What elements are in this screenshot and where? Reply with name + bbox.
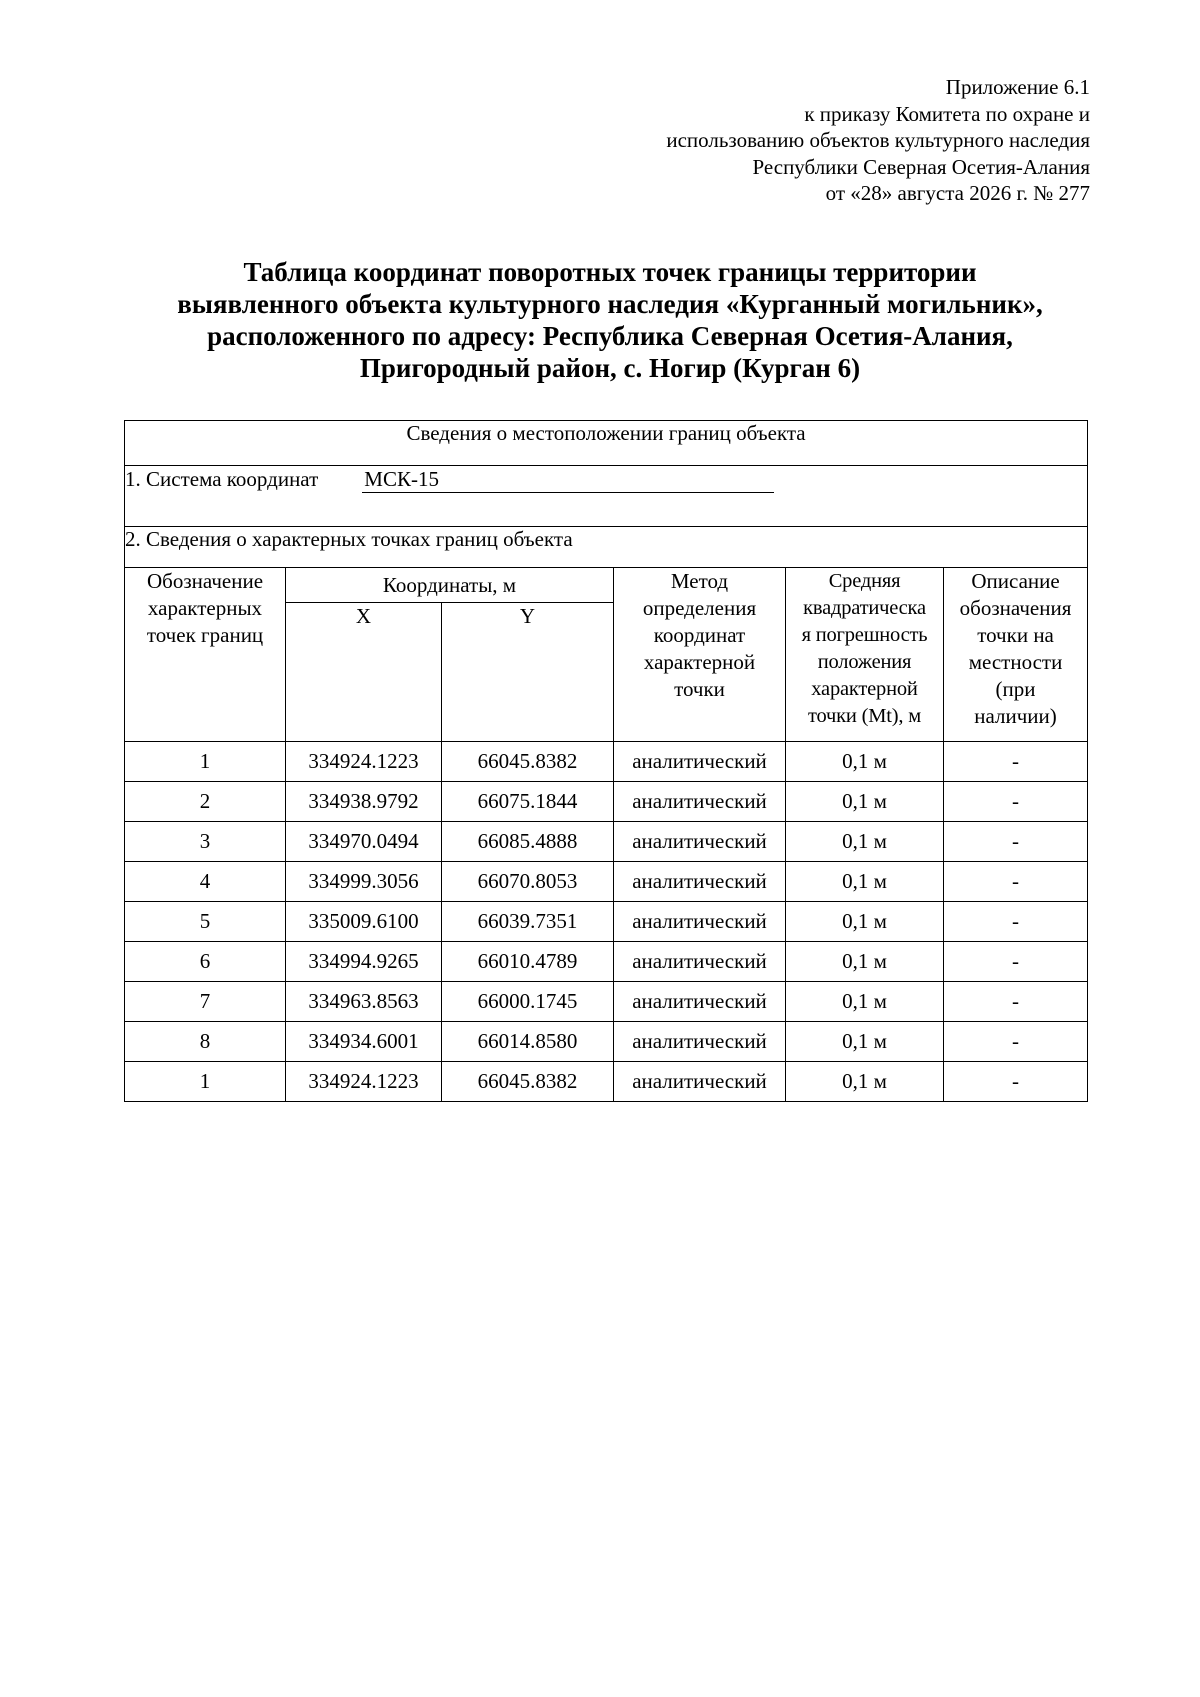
error-cell: 0,1 м: [786, 942, 944, 982]
title-line: Пригородный район, с. Ногир (Курган 6): [359, 353, 861, 383]
y-coordinate-cell: 66039.7351: [442, 902, 614, 942]
appendix-line: от «28» августа 2026 г. № 277: [825, 181, 1090, 205]
appendix-line: Приложение 6.1: [945, 75, 1090, 99]
y-coordinate-cell: 66010.4789: [442, 942, 614, 982]
method-cell: аналитический: [614, 862, 786, 902]
header-description: [944, 568, 1088, 742]
table-row: [125, 862, 1088, 902]
x-coordinate-cell: 334924.1223: [286, 742, 442, 782]
header-error-line: положения: [817, 651, 912, 673]
error-cell: 0,1 м: [786, 822, 944, 862]
header-error-line: Средняя: [828, 570, 901, 592]
header-method-line: точки: [674, 677, 725, 701]
error-cell: 0,1 м: [786, 1022, 944, 1062]
method-cell: аналитический: [614, 1022, 786, 1062]
point-cell: 2: [125, 782, 286, 822]
method-cell: аналитический: [614, 942, 786, 982]
section-title: Сведения о местоположении границ объекта: [125, 421, 1088, 466]
header-error-line: я погрешность: [801, 624, 928, 646]
description-cell: -: [944, 942, 1088, 982]
coordinate-system-value: МСК-15: [362, 466, 774, 493]
y-coordinate-cell: 66045.8382: [442, 742, 614, 782]
y-coordinate-cell: 66075.1844: [442, 782, 614, 822]
data-rows: [125, 742, 1088, 1102]
header-method-line: Метод: [670, 569, 729, 593]
header-description-line: местности: [968, 650, 1063, 674]
header-coordinates: Координаты, м: [286, 568, 614, 603]
header-y: Y: [442, 603, 614, 742]
appendix-line: к приказу Комитета по охране и: [804, 101, 1090, 126]
description-cell: -: [944, 1022, 1088, 1062]
header-point-line: точек границ: [146, 623, 264, 647]
x-coordinate-cell: 334970.0494: [286, 822, 442, 862]
x-coordinate-cell: 334963.8563: [286, 982, 442, 1022]
description-cell: -: [944, 742, 1088, 782]
y-coordinate-cell: 66045.8382: [442, 1062, 614, 1102]
header-x: X: [286, 603, 442, 742]
point-cell: 1: [125, 742, 286, 782]
error-cell: 0,1 м: [786, 902, 944, 942]
error-cell: 0,1 м: [786, 982, 944, 1022]
method-cell: аналитический: [614, 982, 786, 1022]
table-row: [125, 742, 1088, 782]
y-coordinate-cell: 66085.4888: [442, 822, 614, 862]
error-cell: 0,1 м: [786, 782, 944, 822]
coordinate-system-row: [125, 466, 1088, 527]
method-cell: аналитический: [614, 822, 786, 862]
point-cell: 6: [125, 942, 286, 982]
header-method-line: координат: [653, 623, 746, 647]
header-error-line: квадратическа: [803, 597, 926, 619]
header-description-line: наличии): [974, 704, 1057, 728]
x-coordinate-cell: 334994.9265: [286, 942, 442, 982]
header-method: [614, 568, 786, 742]
document-title: [120, 256, 1100, 384]
header-description-line: (при: [995, 677, 1036, 701]
header-point: [125, 568, 286, 742]
method-cell: аналитический: [614, 782, 786, 822]
title-line: выявленного объекта культурного наследия «Курганный могильник»,: [177, 289, 1043, 319]
error-cell: 0,1 м: [786, 742, 944, 782]
header-point-line: Обозначение: [146, 569, 264, 593]
header-error-line: характерной: [811, 678, 918, 700]
description-cell: -: [944, 862, 1088, 902]
header-description-line: Описание: [971, 569, 1060, 593]
x-coordinate-cell: 334934.6001: [286, 1022, 442, 1062]
table-row: [125, 902, 1088, 942]
appendix-line: использованию объектов культурного наследия: [666, 128, 1090, 152]
method-cell: аналитический: [614, 1062, 786, 1102]
points-section-title: 2. Сведения о характерных точках границ объекта: [125, 527, 1088, 568]
title-line: расположенного по адресу: Республика Северная Осетия-Алания,: [207, 321, 1013, 351]
description-cell: -: [944, 902, 1088, 942]
description-cell: -: [944, 782, 1088, 822]
method-cell: аналитический: [614, 742, 786, 782]
table-row: [125, 982, 1088, 1022]
appendix-header: [666, 74, 1090, 207]
header-method-line: характерной: [643, 650, 756, 674]
header-description-line: обозначения: [959, 596, 1072, 620]
table-row: [125, 1022, 1088, 1062]
point-cell: 1: [125, 1062, 286, 1102]
description-cell: -: [944, 982, 1088, 1022]
header-error-line: точки (Mt), м: [808, 705, 921, 727]
title-line: Таблица координат поворотных точек границы территории: [243, 257, 977, 287]
x-coordinate-cell: 335009.6100: [286, 902, 442, 942]
method-cell: аналитический: [614, 902, 786, 942]
error-cell: 0,1 м: [786, 862, 944, 902]
table-row: [125, 1062, 1088, 1102]
header-error: [786, 568, 944, 742]
y-coordinate-cell: 66070.8053: [442, 862, 614, 902]
point-cell: 5: [125, 902, 286, 942]
header-description-line: точки на: [977, 623, 1054, 647]
table-row: [125, 942, 1088, 982]
y-coordinate-cell: 66000.1745: [442, 982, 614, 1022]
description-cell: -: [944, 822, 1088, 862]
x-coordinate-cell: 334999.3056: [286, 862, 442, 902]
point-cell: 8: [125, 1022, 286, 1062]
header-method-line: определения: [642, 596, 757, 620]
y-coordinate-cell: 66014.8580: [442, 1022, 614, 1062]
point-cell: 4: [125, 862, 286, 902]
point-cell: 3: [125, 822, 286, 862]
header-point-line: характерных: [147, 596, 263, 620]
appendix-line: Республики Северная Осетия-Алания: [752, 154, 1090, 179]
x-coordinate-cell: 334938.9792: [286, 782, 442, 822]
error-cell: 0,1 м: [786, 1062, 944, 1102]
table-row: [125, 822, 1088, 862]
point-cell: 7: [125, 982, 286, 1022]
coordinates-table: [124, 420, 1088, 1102]
table-row: [125, 782, 1088, 822]
coordinate-system-label: 1. Система координат: [125, 467, 319, 491]
x-coordinate-cell: 334924.1223: [286, 1062, 442, 1102]
description-cell: -: [944, 1062, 1088, 1102]
